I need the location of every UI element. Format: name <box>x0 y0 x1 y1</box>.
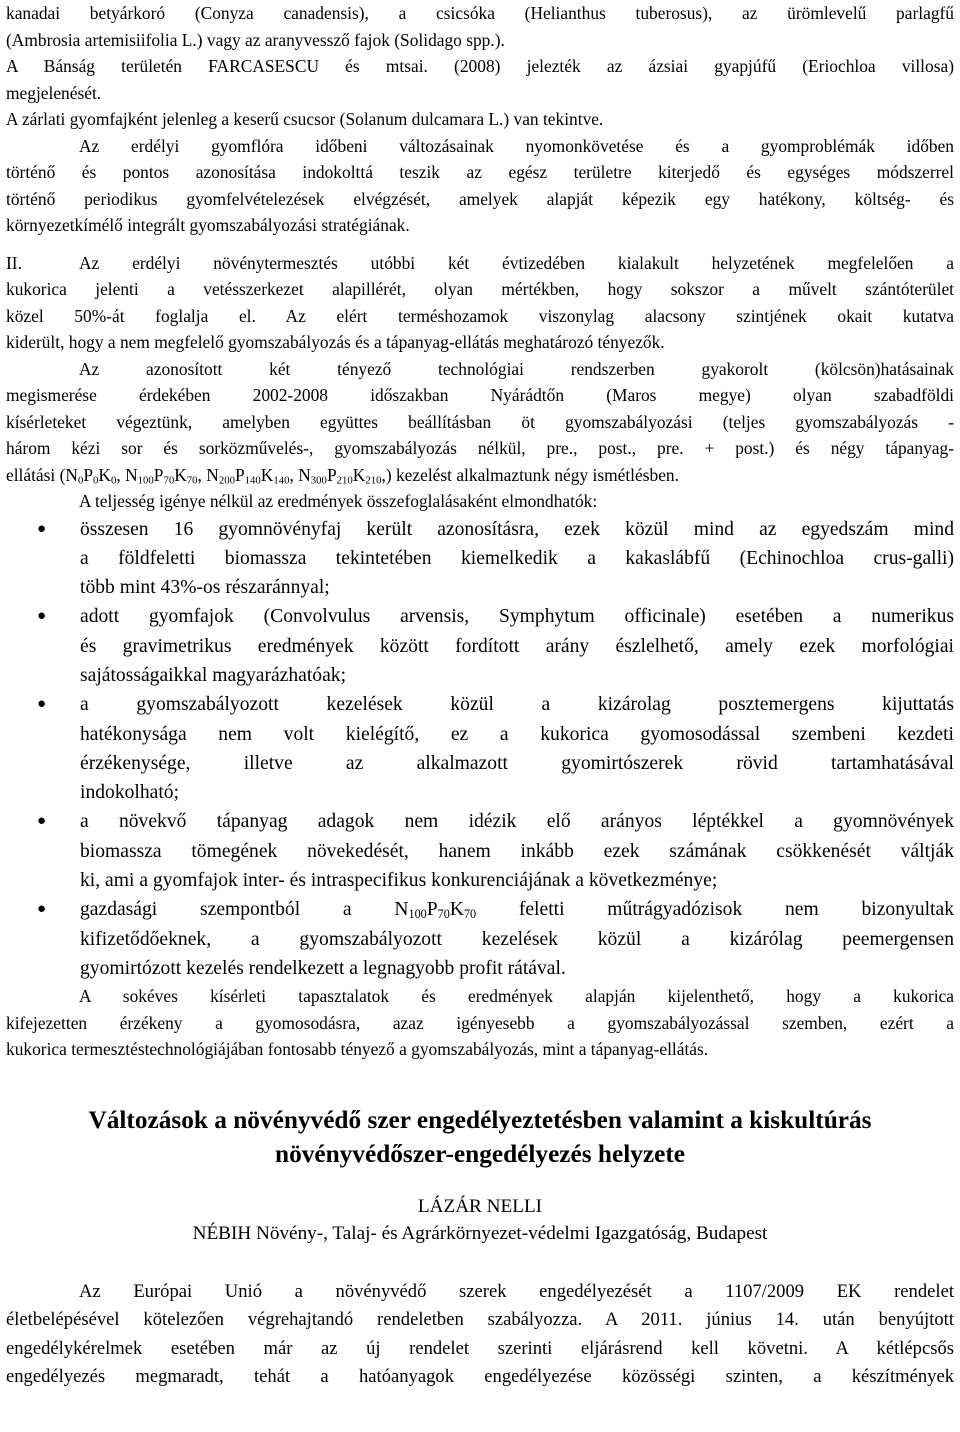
list-item: ● összesen 16 gyomnövényfaj került azonosításra, ezek közül mind az egyedszám mind a földfeletti biomassza tekintetében kiemelkedik a kakaslábfű (Echinochloa crus-galli) több mint 43%-os részaránnyal; <box>6 515 954 603</box>
author-name: LÁZÁR NELLI <box>417 1195 543 1217</box>
paragraph-line: közel 50%-át foglalja el. Az elért terméshozamok viszonylag alacsony szintjének okait kutatva <box>6 305 954 326</box>
results-list <box>6 515 954 984</box>
bullet-icon: ● <box>37 901 47 918</box>
bullet-icon: ● <box>37 813 47 830</box>
bullet-icon: ● <box>37 520 47 537</box>
intro-paragraph-line: Az erdélyi gyomflóra időbeni változásainak nyomonkövetése és a gyomproblémák időben <box>79 135 954 156</box>
paragraph-line: Az azonosított két tényező technológiai rendszerben gyakorolt (kölcsön)hatásainak <box>79 358 954 379</box>
intro-paragraph-line: történő és pontos azonosítása indokolttá teszik az egész területre kiterjedő és egységes módszerrel <box>6 162 954 182</box>
intro-line: A Bánság területén FARCASESCU és mtsai. (2008) jelezték az ázsiai gyapjúfű (Eriochloa villosa) <box>6 56 954 76</box>
bullet-formula-line: gazdasági szempontból a $N_{100}P_{70}K_{70}$ feletti műtrágyadózisok nem bizonyultak <box>80 899 954 922</box>
paragraph-line: kiderült, hogy a nem megfelelő gyomszabályozás és a tápanyag-ellátás meghatározó tényezők. <box>6 332 665 352</box>
intro-paragraph-line: környezetkímélő integrált gyomszabályozási stratégiának. <box>6 215 410 235</box>
paragraph-line: megismerése érdekében 2002-2008 időszakban Nyárádtőn (Maros megye) olyan szabadföldi <box>6 385 954 405</box>
paragraph-line: három kézi sor és sorközművelés-, gyomszabályozás nélkül, pre., post., pre. + post.) és négy tápanyag- <box>6 438 954 458</box>
intro-line: kanadai betyárkoró (Conyza canadensis), a csicsóka (Helianthus tuberosus), az ürömlevelű parlagfű <box>6 3 954 23</box>
paragraph-line: kísérleteket végeztünk, amelyben együttes beállításban öt gyomszabályozási (teljes gyomszabályozás - <box>6 411 954 432</box>
intro-line: A zárlati gyomfajként jelenleg a keserű csucsor (Solanum dulcamara L.) van tekintve. <box>6 109 604 129</box>
closing-line: kukorica termesztéstechnológiájában fontosabb tényező a gyomszabályozás, mint a tápanyag-ellátás. <box>6 1039 709 1060</box>
author-affiliation: NÉBIH Növény-, Talaj- és Agrárkörnyezet-védelmi Igazgatóság, Budapest <box>192 1222 768 1244</box>
list-item: ● a gyomszabályozott kezelések közül a kizárolag posztemergens kijuttatás hatékonysága nem volt kielégítő, ez a kukorica gyomosodással szembeni kezdeti érzékenysége, illetve az alkalmazott gyomirtószerek rövid tartamhatásával indokolható; <box>6 690 954 807</box>
closing-line: A sokéves kísérleti tapasztalatok és eredmények alapján kijelenthető, hogy a kukorica <box>79 986 954 1007</box>
body-line: engedélyezés megmaradt, tehát a hatóanyagok engedélyezése közösségi szinten, a készítmények <box>6 1366 954 1388</box>
intro-text-block <box>6 0 954 239</box>
bullet-icon: ● <box>37 696 47 713</box>
body-line: engedélykérelmek esetében már az új rendelet szerinti eljárásrend kell követni. A kétlépcsős <box>6 1337 954 1359</box>
intro-paragraph-line: történő periodikus gyomfelvételezések elvégzését, amelyek alapját képezik egy hatékony, költség- és <box>6 188 954 209</box>
section-ii <box>6 250 954 1063</box>
treatment-formula-line: ellátási ($N_0P_0K_0$, $N_{100}P_{70}K_{70}$, $N_{200}P_{140}K_{140}$, $N_{300}P_{210}K_{210}$,) kezelést alkalmaztunk négy ismétlésben. <box>6 464 679 487</box>
body-line: életbelépésével kötelezően végrehajtandó rendeletben szabályozza. A 2011. június 14. után benyújtott <box>6 1309 954 1331</box>
paragraph-line: Az erdélyi növénytermesztés utóbbi két évtizedében kialakult helyzetének megfelelően a <box>79 252 954 273</box>
closing-line: kifejezetten érzékeny a gyomosodásra, azaz igényesebb a gyomszabályozással szemben, ezért a <box>6 1012 954 1033</box>
body-line: Az Európai Unió a növényvédő szerek engedélyezését a 1107/2009 EK rendelet <box>79 1280 954 1302</box>
list-item: ● a növekvő tápanyag adagok nem idézik elő arányos léptékkel a gyomnövények biomassza tömegének növekedését, hanem inkább ezek számának csökkenését váltják ki, ami a gyomfajok inter- és intraspecifikus konkurenciájának a következménye; <box>6 807 954 895</box>
summary-intro: A teljesség igénye nélkül az eredmények összefoglalásaként elmondhatók: <box>79 491 598 511</box>
intro-line: megjelenését. <box>6 82 102 103</box>
intro-line: (Ambrosia artemisiifolia L.) vagy az aranyvessző fajok (Solidago spp.). <box>6 29 505 50</box>
article-body <box>6 1278 954 1392</box>
section-number: II. <box>6 252 22 273</box>
bullet-icon: ● <box>37 608 47 625</box>
list-item: ● gazdasági szempontból a $N_{100}P_{70}K_{70}$ feletti műtrágyadózisok nem bizonyultak kifizetődőeknek, a gyomszabályozott kezelések közül a kizárólag peemergensen gyomirtózott kezelés rendelkezett a legnagyobb profit rátával. <box>6 895 954 983</box>
paragraph-line: kukorica jelenti a vetésszerkezet alapillérét, olyan mértékben, hogy sokszor a művelt szántóterület <box>6 279 954 299</box>
article-title: Változások a növényvédő szer engedélyeztetésben valamint a kiskultúrás növényvédőszer-engedélyezés helyzete <box>88 1105 872 1168</box>
list-item: ● adott gyomfajok (Convolvulus arvensis, Symphytum officinale) esetében a numerikus és gravimetrikus eredmények között fordított arány észlelhető, amely ezek morfológiai sajátosságaikkal magyarázhatóak; <box>6 602 954 690</box>
section-ii-first-line <box>6 250 954 277</box>
